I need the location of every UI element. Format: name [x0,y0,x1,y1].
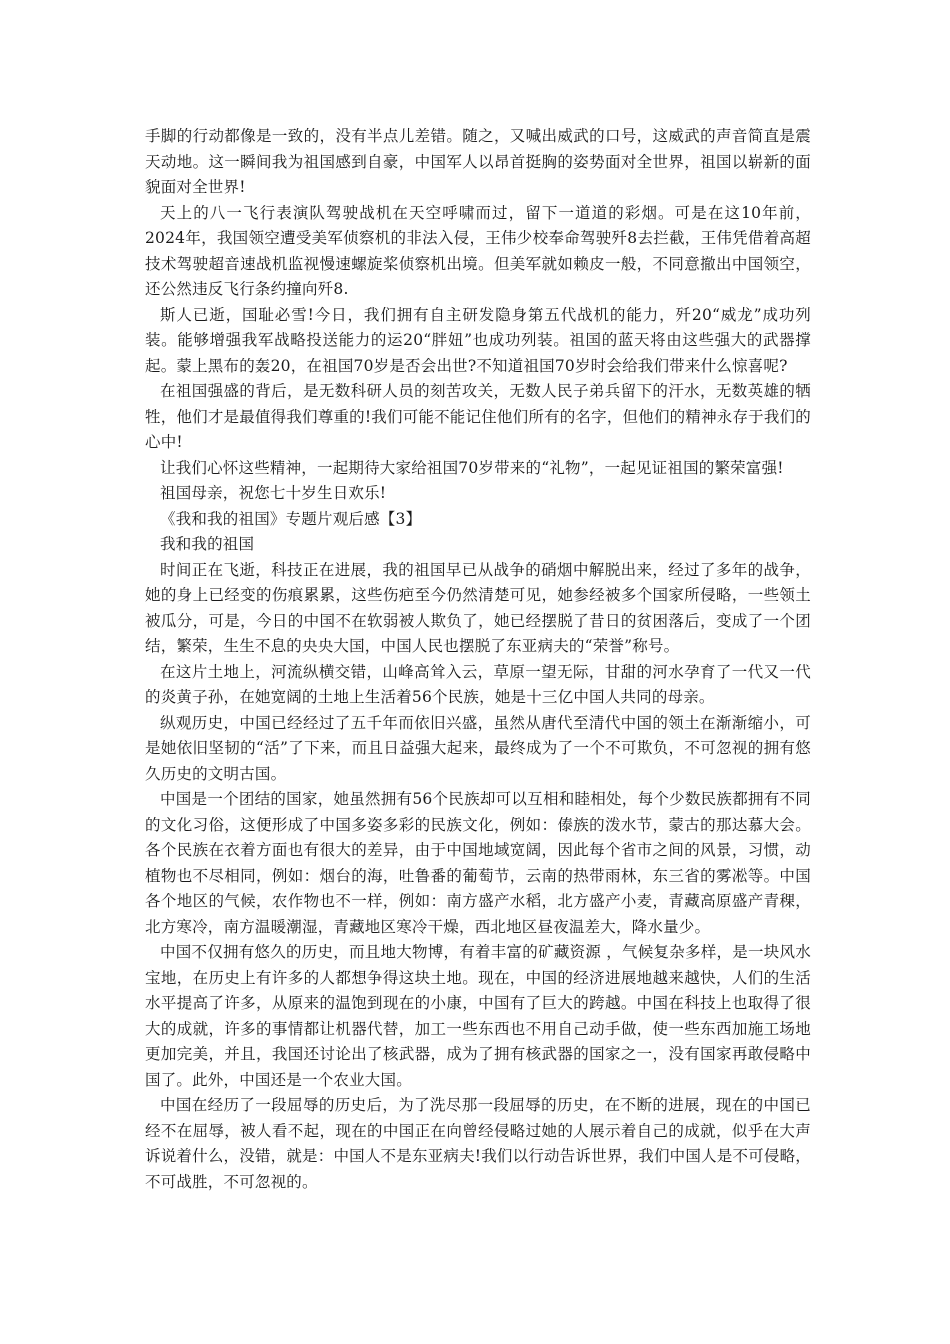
document-body [145,124,811,1195]
paragraph-3: 斯人已逝，国耻必雪!今日，我们拥有自主研发隐身第五代战机的能力，歼20“威龙”成功列装。能够增强我军战略投送能力的运20“胖妞”也成功列装。祖国的蓝天将由这些强大的武器撑起。蒙上黑布的轰20，在祖国70岁是否会出世?不知道祖国70岁时会给我们带来什么惊喜呢? [145,305,811,375]
paragraph-13: 中国不仅拥有悠久的历史，而且地大物博，有着丰富的矿藏资源 ，气候复杂多样，是一块风水宝地，在历史上有许多的人都想争得这块土地。现在，中国的经济进展地越来越快，人们的生活水平提高了许多，从原来的温饱到现在的小康，中国有了巨大的跨越。中国在科技上也取得了很大的成就，许多的事情都让机器代替，加工一些东西也不用自己动手做，使一些东西加施工场地更加完美，并且，我国还讨论出了核武器，成为了拥有核武器的国家之一，没有国家再敢侵略中国了。此外，中国还是一个农业大国。 [145,943,811,1089]
section-heading: 《我和我的祖国》专题片观后感【3】 [160,509,422,528]
paragraph-10: 在这片土地上，河流纵横交错，山峰高耸入云，草原一望无际，甘甜的河水孕育了一代又一代的炎黄子孙，在她宽阔的土地上生活着56个民族，她是十三亿中国人共同的母亲。 [145,662,811,706]
essay-title: 我和我的祖国 [160,535,255,553]
paragraph-11: 纵观历史，中国已经经过了五千年而依旧兴盛，虽然从唐代至清代中国的领土在渐渐缩小，可是她依旧坚韧的“活”了下来，而且日益强大起来，最终成为了一个不可欺负，不可忽视的拥有悠久历史的文明古国。 [145,713,811,783]
paragraph-1: 手脚的行动都像是一致的，没有半点儿差错。随之，又喊出威武的口号，这威武的声音简直是震天动地。这一瞬间我为祖国感到自豪，中国军人以昂首挺胸的姿势面对全世界，祖国以崭新的面貌面对全世界! [145,127,811,196]
paragraph-2: 天上的八一飞行表演队驾驶战机在天空呼啸而过，留下一道道的彩烟。可是在这10年前，2024年，我国领空遭受美军侦察机的非法入侵，王伟少校奉命驾驶歼8去拦截，王伟凭借着高超技术驾驶超音速战机监视慢速螺旋桨侦察机出境。但美军就如赖皮一般，不同意撤出中国领空，还公然违反飞行条约撞向歼8. [145,203,811,298]
paragraph-12: 中国是一个团结的国家，她虽然拥有56个民族却可以互相和睦相处，每个少数民族都拥有不同的文化习俗，这便形成了中国多姿多彩的民族文化，例如：傣族的泼水节，蒙古的那达慕大会。各个民族在衣着方面也有很大的差异，由于中国地域宽阔，因此每个省市之间的风景，习惯，动植物也不尽相同，例如：烟台的海，吐鲁番的葡萄节，云南的热带雨林，东三省的雾凇等。中国各个地区的气候，农作物也不一样，例如：南方盛产水稻，北方盛产小麦，青藏高原盛产青稞，北方寒冷，南方温暖潮湿，青藏地区寒冷干燥，西北地区昼夜温差大，降水量少。 [145,790,811,936]
paragraph-6: 祖国母亲，祝您七十岁生日欢乐! [160,484,387,502]
paragraph-9: 时间正在飞逝，科技正在进展，我的祖国早已从战争的硝烟中解脱出来，经过了多年的战争，她的身上已经变的伤痕累累，这些伤疤至今仍然清楚可见，她参经被多个国家所侵略，一些领土被瓜分，可是，今日的中国不在软弱被人欺负了，她已经摆脱了昔日的贫困落后，变成了一个团结，繁荣，生生不息的央央大国，中国人民也摆脱了东亚病夫的“荣誉”称号。 [145,560,811,655]
paragraph-14: 中国在经历了一段屈辱的历史后，为了洗尽那一段屈辱的历史，在不断的进展，现在的中国已经不在屈辱，被人看不起，现在的中国正在向曾经侵略过她的人展示着自己的成就，似乎在大声诉说着什么，没错，就是：中国人不是东亚病夫!我们以行动告诉世界，我们中国人是不可侵略，不可战胜，不可忽视的。 [145,1096,811,1191]
paragraph-4: 在祖国强盛的背后，是无数科研人员的刻苦攻关，无数人民子弟兵留下的汗水，无数英雄的牺牲，他们才是最值得我们尊重的!我们可能不能记住他们所有的名字，但他们的精神永存于我们的心中! [145,382,811,451]
paragraph-5: 让我们心怀这些精神，一起期待大家给祖国70岁带来的“礼物”，一起见证祖国的繁荣富强! [160,458,784,477]
